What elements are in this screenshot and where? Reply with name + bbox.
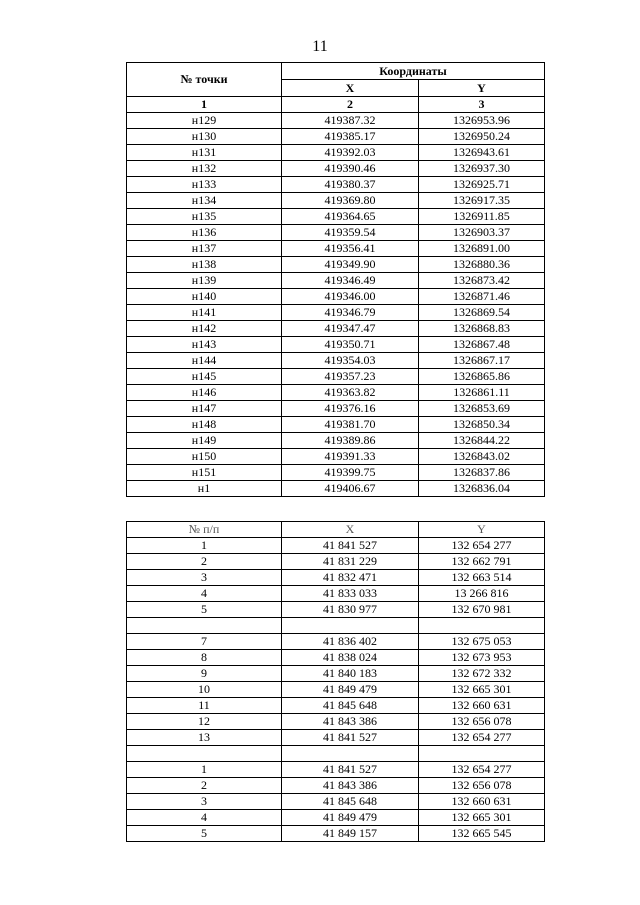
x-cell: 2: [282, 97, 419, 113]
x-cell: 419346.00: [282, 289, 419, 305]
table-row: [127, 177, 545, 193]
x-cell: 419369.80: [282, 193, 419, 209]
x-cell: 41 830 977: [282, 602, 419, 618]
point-number-cell: 1: [127, 538, 282, 554]
x-header: X: [282, 522, 419, 538]
coordinates-table: [126, 62, 545, 497]
table-header-row: [127, 63, 545, 80]
y-cell: 1326865.86: [419, 369, 545, 385]
x-cell: [282, 746, 419, 762]
point-number-cell: н147: [127, 401, 282, 417]
y-cell: 132 654 277: [419, 730, 545, 746]
x-header: X: [282, 80, 419, 97]
y-cell: 1326868.83: [419, 321, 545, 337]
y-cell: 132 654 277: [419, 762, 545, 778]
y-cell: 1326953.96: [419, 113, 545, 129]
table-header-row: [127, 522, 545, 538]
point-number-cell: 3: [127, 794, 282, 810]
point-number-cell: н1: [127, 481, 282, 497]
x-cell: 419389.86: [282, 433, 419, 449]
y-header: Y: [419, 522, 545, 538]
table-row: [127, 305, 545, 321]
column-number-row: [127, 97, 545, 113]
y-cell: 1326880.36: [419, 257, 545, 273]
table-row: [127, 449, 545, 465]
x-cell: [282, 618, 419, 634]
table-row: [127, 145, 545, 161]
table-row: [127, 586, 545, 602]
y-cell: 1326943.61: [419, 145, 545, 161]
y-cell: 13 266 816: [419, 586, 545, 602]
x-cell: 41 849 157: [282, 826, 419, 842]
point-number-cell: н135: [127, 209, 282, 225]
y-cell: 1326869.54: [419, 305, 545, 321]
y-cell: 132 660 631: [419, 698, 545, 714]
y-cell: 132 656 078: [419, 778, 545, 794]
x-cell: 419385.17: [282, 129, 419, 145]
table-row: [127, 129, 545, 145]
point-number-cell: н143: [127, 337, 282, 353]
y-cell: 132 673 953: [419, 650, 545, 666]
point-number-cell: н134: [127, 193, 282, 209]
table-row: [127, 225, 545, 241]
point-number-cell: н132: [127, 161, 282, 177]
x-cell: 41 831 229: [282, 554, 419, 570]
point-number-cell: н129: [127, 113, 282, 129]
table-row: [127, 794, 545, 810]
x-cell: 41 841 527: [282, 730, 419, 746]
y-cell: 132 670 981: [419, 602, 545, 618]
table-row: [127, 209, 545, 225]
point-number-cell: н140: [127, 289, 282, 305]
table-row: [127, 554, 545, 570]
x-cell: 419399.75: [282, 465, 419, 481]
page-number: 11: [312, 38, 328, 55]
point-number-cell: 4: [127, 586, 282, 602]
y-cell: 1326850.34: [419, 417, 545, 433]
table-row: [127, 762, 545, 778]
y-cell: 1326843.02: [419, 449, 545, 465]
coordinates-table-body: [127, 97, 545, 497]
x-cell: 41 841 527: [282, 538, 419, 554]
point-number-cell: н144: [127, 353, 282, 369]
x-cell: 419363.82: [282, 385, 419, 401]
table-row: [127, 289, 545, 305]
x-cell: 419359.54: [282, 225, 419, 241]
point-number-cell: н142: [127, 321, 282, 337]
y-cell: [419, 746, 545, 762]
point-number-cell: н145: [127, 369, 282, 385]
point-number-cell: 13: [127, 730, 282, 746]
y-cell: 3: [419, 97, 545, 113]
y-cell: 132 665 545: [419, 826, 545, 842]
y-cell: 132 663 514: [419, 570, 545, 586]
table-row: [127, 650, 545, 666]
x-cell: 41 843 386: [282, 714, 419, 730]
table-row: [127, 465, 545, 481]
y-cell: 1326903.37: [419, 225, 545, 241]
x-cell: 41 833 033: [282, 586, 419, 602]
table-row: [127, 321, 545, 337]
point-number-cell: н149: [127, 433, 282, 449]
point-number-cell: [127, 746, 282, 762]
table-row: [127, 682, 545, 698]
table-row: [127, 193, 545, 209]
point-number-cell: н151: [127, 465, 282, 481]
x-cell: 419381.70: [282, 417, 419, 433]
x-cell: 41 841 527: [282, 762, 419, 778]
y-cell: 132 675 053: [419, 634, 545, 650]
table-row: [127, 826, 545, 842]
x-cell: 41 845 648: [282, 794, 419, 810]
point-number-cell: н141: [127, 305, 282, 321]
table-row: [127, 401, 545, 417]
y-cell: 1326836.04: [419, 481, 545, 497]
point-number-cell: 2: [127, 554, 282, 570]
table-row: [127, 433, 545, 449]
table-row: [127, 634, 545, 650]
x-cell: 419350.71: [282, 337, 419, 353]
point-number-cell: 2: [127, 778, 282, 794]
table-row: [127, 417, 545, 433]
table-row: [127, 257, 545, 273]
y-cell: 132 662 791: [419, 554, 545, 570]
point-number-cell: н146: [127, 385, 282, 401]
y-cell: 1326873.42: [419, 273, 545, 289]
table-row: [127, 778, 545, 794]
y-cell: 1326911.85: [419, 209, 545, 225]
table-row: [127, 810, 545, 826]
x-cell: 419391.33: [282, 449, 419, 465]
y-cell: 1326891.00: [419, 241, 545, 257]
empty-row: [127, 618, 545, 634]
row-number-header: № п/п: [127, 522, 282, 538]
y-cell: 1326867.17: [419, 353, 545, 369]
y-cell: 1326844.22: [419, 433, 545, 449]
point-number-cell: 1: [127, 97, 282, 113]
point-number-cell: н150: [127, 449, 282, 465]
point-number-cell: 9: [127, 666, 282, 682]
y-cell: 1326925.71: [419, 177, 545, 193]
y-cell: 1326950.24: [419, 129, 545, 145]
point-number-cell: 5: [127, 826, 282, 842]
x-cell: 419406.67: [282, 481, 419, 497]
y-cell: 1326853.69: [419, 401, 545, 417]
x-cell: 419346.79: [282, 305, 419, 321]
x-cell: 41 840 183: [282, 666, 419, 682]
table-row: [127, 730, 545, 746]
point-number-cell: н131: [127, 145, 282, 161]
x-cell: 419349.90: [282, 257, 419, 273]
table-row: [127, 666, 545, 682]
x-cell: 419356.41: [282, 241, 419, 257]
x-cell: 419376.16: [282, 401, 419, 417]
table-row: [127, 353, 545, 369]
y-cell: 132 665 301: [419, 810, 545, 826]
x-cell: 419364.65: [282, 209, 419, 225]
x-cell: 41 836 402: [282, 634, 419, 650]
point-number-cell: н130: [127, 129, 282, 145]
x-cell: 41 849 479: [282, 682, 419, 698]
points-table-body: [127, 538, 545, 842]
x-cell: 41 845 648: [282, 698, 419, 714]
y-cell: 1326917.35: [419, 193, 545, 209]
point-number-cell: 8: [127, 650, 282, 666]
point-number-cell: 7: [127, 634, 282, 650]
empty-row: [127, 746, 545, 762]
x-cell: 419380.37: [282, 177, 419, 193]
y-header: Y: [419, 80, 545, 97]
point-number-cell: 4: [127, 810, 282, 826]
point-number-cell: 12: [127, 714, 282, 730]
y-cell: 132 656 078: [419, 714, 545, 730]
y-cell: 132 672 332: [419, 666, 545, 682]
point-number-cell: 1: [127, 762, 282, 778]
y-cell: 132 660 631: [419, 794, 545, 810]
x-cell: 419354.03: [282, 353, 419, 369]
point-number-cell: 11: [127, 698, 282, 714]
table-row: [127, 113, 545, 129]
y-cell: 1326871.46: [419, 289, 545, 305]
y-cell: 1326867.48: [419, 337, 545, 353]
y-cell: 132 665 301: [419, 682, 545, 698]
x-cell: 419346.49: [282, 273, 419, 289]
table-row: [127, 241, 545, 257]
table-row: [127, 714, 545, 730]
x-cell: 419390.46: [282, 161, 419, 177]
table-row: [127, 698, 545, 714]
y-cell: 1326837.86: [419, 465, 545, 481]
y-cell: 1326937.30: [419, 161, 545, 177]
y-cell: 132 654 277: [419, 538, 545, 554]
x-cell: 41 843 386: [282, 778, 419, 794]
table-row: [127, 337, 545, 353]
x-cell: 41 832 471: [282, 570, 419, 586]
y-cell: 1326861.11: [419, 385, 545, 401]
point-number-cell: н133: [127, 177, 282, 193]
x-cell: 419387.32: [282, 113, 419, 129]
table-row: [127, 602, 545, 618]
x-cell: 419392.03: [282, 145, 419, 161]
point-number-cell: н137: [127, 241, 282, 257]
point-number-cell: [127, 618, 282, 634]
table-row: [127, 161, 545, 177]
table-row: [127, 273, 545, 289]
point-number-cell: 5: [127, 602, 282, 618]
table-row: [127, 570, 545, 586]
point-number-cell: 10: [127, 682, 282, 698]
x-cell: 419357.23: [282, 369, 419, 385]
point-number-cell: н136: [127, 225, 282, 241]
x-cell: 419347.47: [282, 321, 419, 337]
table-row: [127, 481, 545, 497]
point-number-cell: 3: [127, 570, 282, 586]
y-cell: [419, 618, 545, 634]
table-row: [127, 369, 545, 385]
point-number-header: № точки: [127, 63, 282, 97]
points-table: [126, 521, 545, 842]
x-cell: 41 838 024: [282, 650, 419, 666]
table-row: [127, 538, 545, 554]
point-number-cell: н138: [127, 257, 282, 273]
table-row: [127, 385, 545, 401]
coordinates-header: Координаты: [282, 63, 545, 80]
point-number-cell: н139: [127, 273, 282, 289]
x-cell: 41 849 479: [282, 810, 419, 826]
point-number-cell: н148: [127, 417, 282, 433]
